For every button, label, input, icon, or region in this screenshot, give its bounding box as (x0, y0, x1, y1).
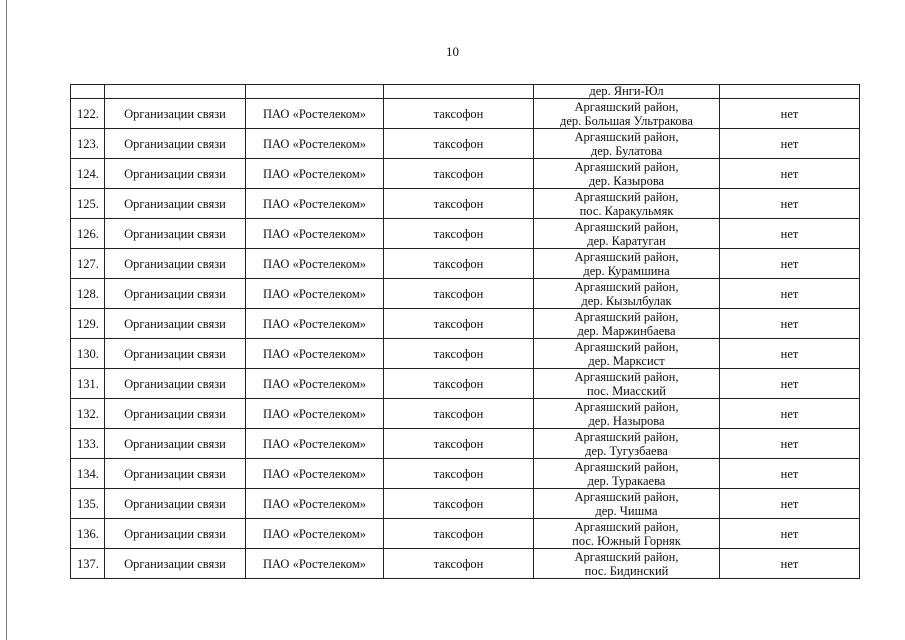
address-line-locality: дер. Чишма (595, 503, 658, 518)
cell-num: 126. (71, 219, 105, 249)
address-line-locality: дер. Маржинбаева (577, 323, 676, 338)
cell-type: таксофон (384, 489, 534, 519)
cell-category: Организации связи (105, 429, 246, 459)
address-line-locality: дер. Большая Ультракова (560, 113, 693, 128)
cell-num: 123. (71, 129, 105, 159)
cell-address: дер. Янги-Юл (534, 85, 720, 99)
cell-status: нет (720, 399, 860, 429)
cell-address (534, 279, 720, 309)
cell-num: 135. (71, 489, 105, 519)
cell-status: нет (720, 369, 860, 399)
facilities-table (70, 84, 860, 579)
cell-category: Организации связи (105, 549, 246, 579)
cell-status: нет (720, 489, 860, 519)
cell-category: Организации связи (105, 189, 246, 219)
cell-address (534, 189, 720, 219)
cell-address (534, 459, 720, 489)
cell-num: 125. (71, 189, 105, 219)
table-row (71, 249, 860, 279)
table-row (71, 369, 860, 399)
address-line-district: Аргаяшский район, (574, 189, 679, 204)
cell-status: нет (720, 309, 860, 339)
cell-owner: ПАО «Ростелеком» (246, 459, 384, 489)
cell-owner (246, 85, 384, 99)
address-line-district: Аргаяшский район, (574, 459, 679, 474)
cell-category: Организации связи (105, 159, 246, 189)
cell-address (534, 249, 720, 279)
address-line-locality: дер. Кызылбулак (581, 293, 672, 308)
cell-status (720, 85, 860, 99)
cell-address (534, 369, 720, 399)
cell-type: таксофон (384, 339, 534, 369)
cell-category: Организации связи (105, 99, 246, 129)
cell-status: нет (720, 339, 860, 369)
cell-num: 124. (71, 159, 105, 189)
address-line-district: Аргаяшский район, (574, 519, 679, 534)
table-body (71, 85, 860, 579)
cell-owner: ПАО «Ростелеком» (246, 549, 384, 579)
address-line-district: Аргаяшский район, (574, 279, 679, 294)
cell-address (534, 339, 720, 369)
cell-address (534, 99, 720, 129)
cell-type (384, 85, 534, 99)
cell-num: 134. (71, 459, 105, 489)
address-line-locality: дер. Курамшина (583, 263, 670, 278)
cell-address (534, 309, 720, 339)
cell-type: таксофон (384, 189, 534, 219)
address-line-district: Аргаяшский район, (574, 399, 679, 414)
cell-num: 122. (71, 99, 105, 129)
cell-owner: ПАО «Ростелеком» (246, 399, 384, 429)
cell-address (534, 489, 720, 519)
cell-category: Организации связи (105, 249, 246, 279)
cell-category (105, 85, 246, 99)
cell-category: Организации связи (105, 489, 246, 519)
address-line-locality: дер. Булатова (590, 143, 663, 158)
continuation-row (71, 85, 860, 99)
address-line-district: Аргаяшский район, (574, 429, 679, 444)
cell-owner: ПАО «Ростелеком» (246, 189, 384, 219)
cell-type: таксофон (384, 99, 534, 129)
cell-type: таксофон (384, 549, 534, 579)
cell-type: таксофон (384, 129, 534, 159)
address-line-locality: дер. Казырова (588, 173, 665, 188)
cell-status: нет (720, 129, 860, 159)
cell-category: Организации связи (105, 279, 246, 309)
cell-status: нет (720, 519, 860, 549)
cell-owner: ПАО «Ростелеком» (246, 129, 384, 159)
cell-num: 129. (71, 309, 105, 339)
table-row (71, 309, 860, 339)
cell-num: 132. (71, 399, 105, 429)
address-line-district: Аргаяшский район, (574, 549, 679, 564)
address-line-locality: дер. Каратуган (587, 233, 666, 248)
cell-num (71, 85, 105, 99)
cell-owner: ПАО «Ростелеком» (246, 429, 384, 459)
cell-owner: ПАО «Ростелеком» (246, 219, 384, 249)
cell-num: 130. (71, 339, 105, 369)
cell-address (534, 399, 720, 429)
page-edge-line (6, 0, 7, 640)
address-line-district: Аргаяшский район, (574, 129, 679, 144)
cell-address (534, 159, 720, 189)
cell-num: 131. (71, 369, 105, 399)
cell-category: Организации связи (105, 309, 246, 339)
cell-type: таксофон (384, 309, 534, 339)
cell-owner: ПАО «Ростелеком» (246, 309, 384, 339)
address-line-district: Аргаяшский район, (574, 249, 679, 264)
cell-address (534, 549, 720, 579)
table-row (71, 429, 860, 459)
cell-owner: ПАО «Ростелеком» (246, 279, 384, 309)
table-row (71, 279, 860, 309)
address-line-locality: дер. Туракаева (587, 473, 666, 488)
address-line-locality: пос. Бидинский (584, 563, 669, 578)
cell-owner: ПАО «Ростелеком» (246, 339, 384, 369)
cell-category: Организации связи (105, 399, 246, 429)
cell-type: таксофон (384, 369, 534, 399)
cell-type: таксофон (384, 249, 534, 279)
cell-category: Организации связи (105, 369, 246, 399)
cell-category: Организации связи (105, 519, 246, 549)
address-line-district: Аргаяшский район, (574, 219, 679, 234)
table-row (71, 159, 860, 189)
address-line-locality: дер. Тугузбаева (585, 443, 668, 458)
cell-type: таксофон (384, 399, 534, 429)
table-row (71, 189, 860, 219)
table-row (71, 339, 860, 369)
cell-num: 133. (71, 429, 105, 459)
cell-owner: ПАО «Ростелеком» (246, 519, 384, 549)
cell-category: Организации связи (105, 459, 246, 489)
cell-address (534, 429, 720, 459)
page-number: 10 (446, 44, 459, 59)
address-line-locality: пос. Каракульмяк (579, 203, 674, 218)
cell-status: нет (720, 249, 860, 279)
cell-type: таксофон (384, 429, 534, 459)
cell-owner: ПАО «Ростелеком» (246, 489, 384, 519)
table-row (71, 549, 860, 579)
cell-type: таксофон (384, 519, 534, 549)
cell-owner: ПАО «Ростелеком» (246, 99, 384, 129)
address-line-district: Аргаяшский район, (574, 159, 679, 174)
table-row (71, 99, 860, 129)
address-line-district: Аргаяшский район, (574, 369, 679, 384)
address-line-locality: дер. Марксист (588, 353, 665, 368)
table-row (71, 459, 860, 489)
cell-status: нет (720, 429, 860, 459)
cell-status: нет (720, 159, 860, 189)
address-line-district: Аргаяшский район, (574, 309, 679, 324)
address-line-district: Аргаяшский район, (574, 489, 679, 504)
cell-status: нет (720, 279, 860, 309)
cell-category: Организации связи (105, 219, 246, 249)
cell-num: 136. (71, 519, 105, 549)
cell-type: таксофон (384, 219, 534, 249)
cell-status: нет (720, 99, 860, 129)
cell-status: нет (720, 189, 860, 219)
table-row (71, 489, 860, 519)
cell-type: таксофон (384, 459, 534, 489)
cell-status: нет (720, 219, 860, 249)
cell-address (534, 129, 720, 159)
cell-num: 127. (71, 249, 105, 279)
cell-owner: ПАО «Ростелеком» (246, 369, 384, 399)
address-line-locality: пос. Миасский (587, 383, 666, 398)
address-line-locality: пос. Южный Горняк (572, 533, 681, 548)
cell-status: нет (720, 549, 860, 579)
cell-category: Организации связи (105, 129, 246, 159)
cell-status: нет (720, 459, 860, 489)
table-row (71, 219, 860, 249)
address-line-district: Аргаяшский район, (574, 99, 679, 114)
table-row (71, 519, 860, 549)
cell-num: 137. (71, 549, 105, 579)
cell-type: таксофон (384, 279, 534, 309)
address-line-locality: дер. Назырова (588, 413, 665, 428)
cell-owner: ПАО «Ростелеком» (246, 249, 384, 279)
cell-address (534, 519, 720, 549)
address-line-district: Аргаяшский район, (574, 339, 679, 354)
table-row (71, 129, 860, 159)
table-row (71, 399, 860, 429)
cell-category: Организации связи (105, 339, 246, 369)
cell-num: 128. (71, 279, 105, 309)
cell-owner: ПАО «Ростелеком» (246, 159, 384, 189)
cell-type: таксофон (384, 159, 534, 189)
cell-address (534, 219, 720, 249)
